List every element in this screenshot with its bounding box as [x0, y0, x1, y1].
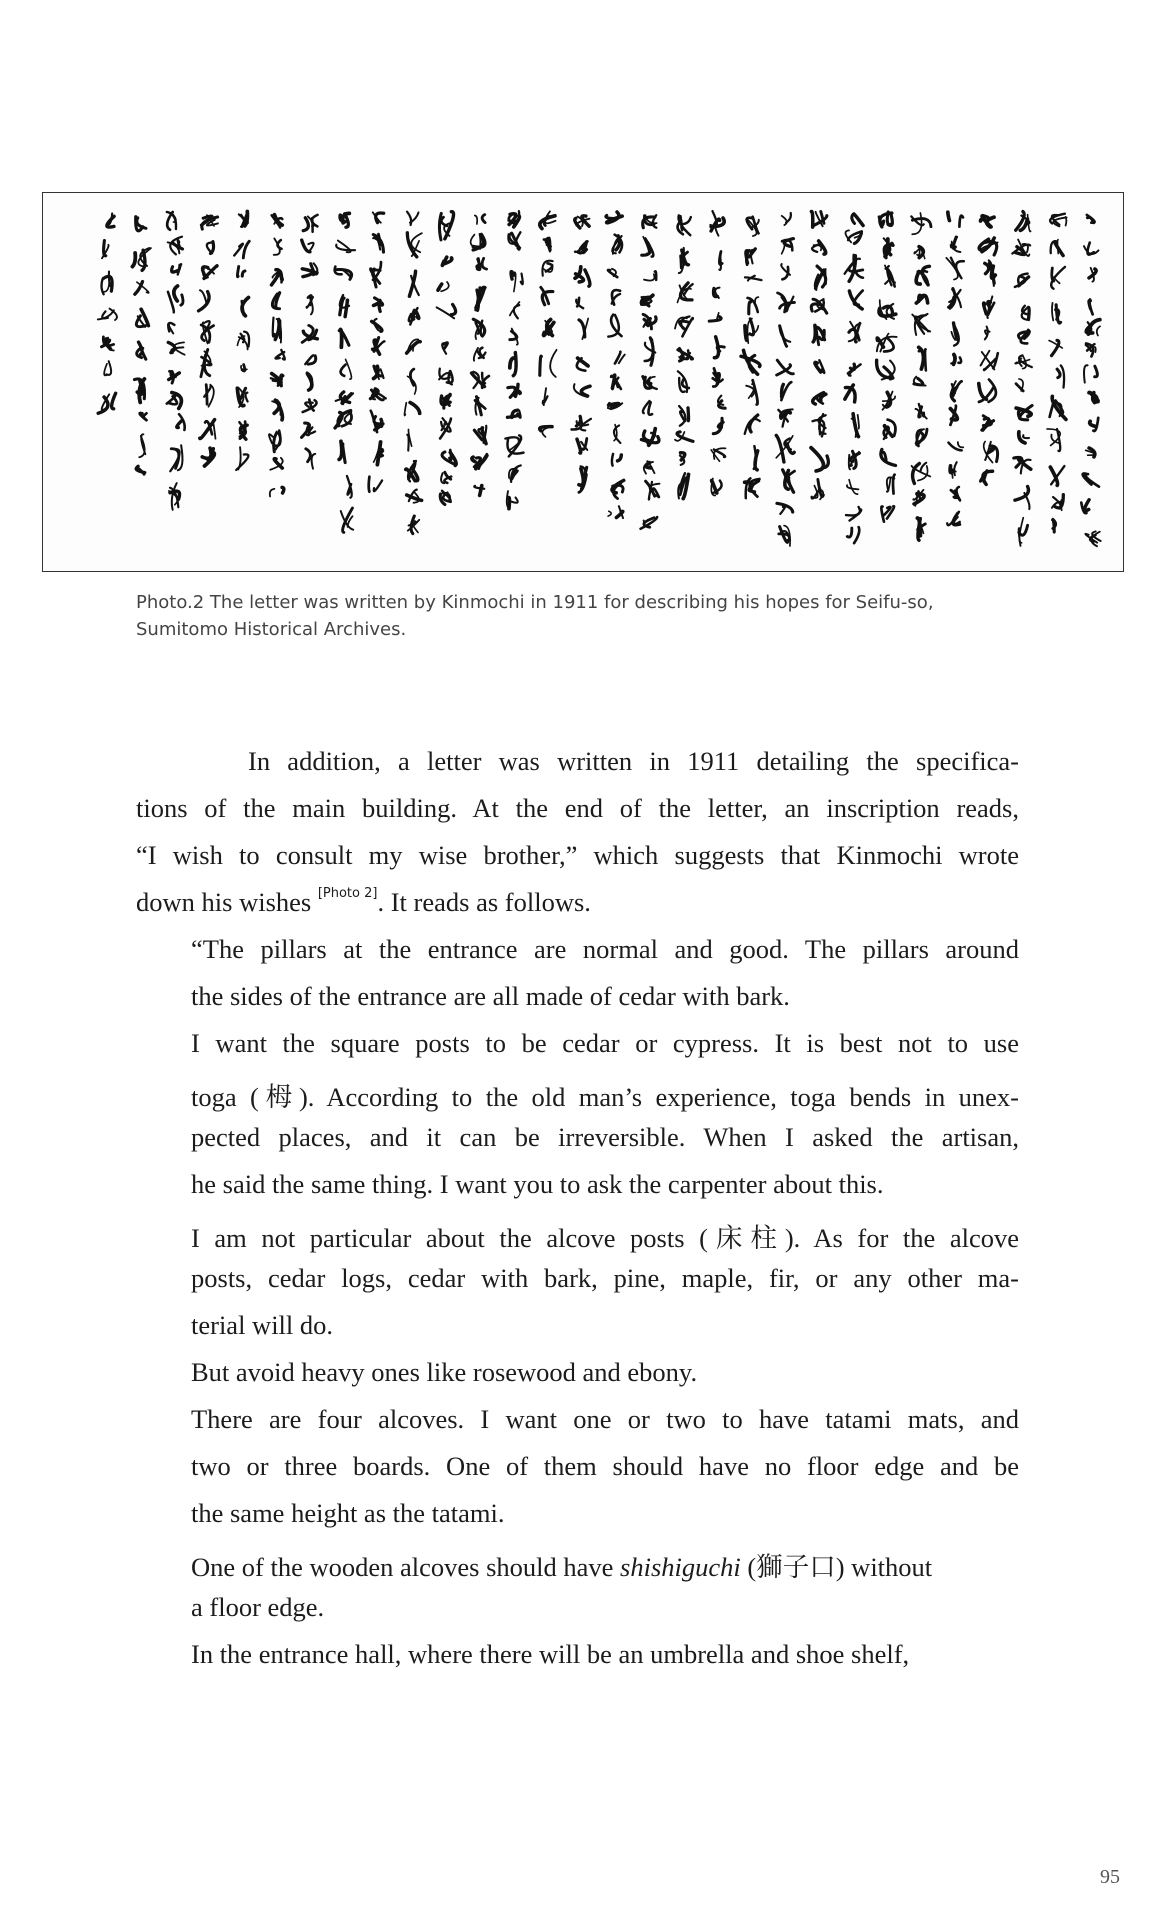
quote-line: terial will do.	[191, 1310, 334, 1340]
brush-column	[540, 211, 557, 437]
body-line: tions of the main building. At the end of the letter, an inscription reads,	[136, 793, 1019, 823]
brush-column	[572, 216, 591, 492]
brush-column	[437, 212, 457, 505]
brush-column	[741, 217, 761, 498]
quote-line: a floor edge.	[191, 1592, 325, 1622]
brush-column	[335, 213, 355, 532]
brush-column	[845, 214, 863, 543]
brush-column	[946, 212, 963, 525]
brush-column	[369, 212, 386, 491]
brush-column	[641, 215, 660, 529]
caption-line: Sumitomo Historical Archives.	[136, 619, 407, 640]
quote-line: the same height as the tatami.	[191, 1498, 505, 1528]
page-number: 95	[1100, 1866, 1120, 1888]
body-text: . It reads as follows.	[377, 887, 591, 917]
brush-column	[269, 215, 285, 497]
calligraphy-image	[43, 193, 1123, 571]
brush-column	[606, 212, 625, 518]
brush-column	[911, 213, 931, 540]
photo-caption	[136, 589, 1036, 643]
brush-column	[167, 212, 185, 510]
body-text: One of the wooden alcoves should have	[191, 1552, 621, 1582]
quote-line: But avoid heavy ones like rosewood and ebony.	[191, 1357, 698, 1387]
brush-column	[471, 215, 489, 496]
brush-column	[1081, 215, 1100, 546]
brush-column	[301, 215, 317, 469]
brush-column	[776, 213, 794, 546]
quote-line	[191, 1545, 932, 1584]
brush-column	[811, 211, 828, 499]
brush-column	[1047, 214, 1067, 532]
brush-column	[675, 215, 693, 498]
brush-column	[132, 217, 150, 475]
brush-column	[979, 216, 998, 485]
photo-reference: [Photo 2]	[317, 886, 378, 901]
quote-line: posts, cedar logs, cedar with bark, pine, maple, fir, or any other ma-	[191, 1263, 1019, 1293]
letter-photo	[42, 192, 1124, 572]
brush-column	[234, 212, 249, 470]
brush-column	[877, 212, 897, 522]
quote-line: the sides of the entrance are all made of cedar with bark.	[191, 981, 790, 1011]
brush-column	[405, 212, 422, 534]
quote-line: he said the same thing. I want you to ask the carpenter about this.	[191, 1169, 884, 1199]
brush-column	[505, 211, 523, 509]
brush-column	[98, 213, 117, 413]
brush-column	[1012, 212, 1032, 546]
quote-line: I am not particular about the alcove posts (床柱). As for the alcove	[191, 1223, 1019, 1253]
body-text: (獅子口) without	[740, 1552, 933, 1582]
body-text: down his wishes	[136, 887, 318, 917]
body-line: In addition, a letter was written in 1911 detailing the specifica-	[248, 746, 1019, 776]
quote-line: “The pillars at the entrance are normal and good. The pillars around	[191, 934, 1019, 964]
term-shishiguchi: shishiguchi	[620, 1552, 741, 1582]
brush-column	[199, 215, 218, 466]
caption-line: Photo.2 The letter was written by Kinmochi in 1911 for describing his hopes for Seifu-so,	[136, 592, 934, 613]
quote-line: There are four alcoves. I want one or two to have tatami mats, and	[191, 1404, 1019, 1434]
quote-line: toga (栂). According to the old man’s experience, toga bends in unex-	[191, 1082, 1019, 1112]
quote-line: two or three boards. One of them should have no floor edge and be	[191, 1451, 1019, 1481]
body-line	[136, 887, 591, 918]
body-line: “I wish to consult my wise brother,” which suggests that Kinmochi wrote	[136, 840, 1019, 870]
quote-line: In the entrance hall, where there will be an umbrella and shoe shelf,	[191, 1639, 910, 1669]
quote-line: I want the square posts to be cedar or cypress. It is best not to use	[191, 1028, 1019, 1058]
quote-line: pected places, and it can be irreversible. When I asked the artisan,	[191, 1122, 1019, 1152]
brush-column	[709, 211, 725, 495]
